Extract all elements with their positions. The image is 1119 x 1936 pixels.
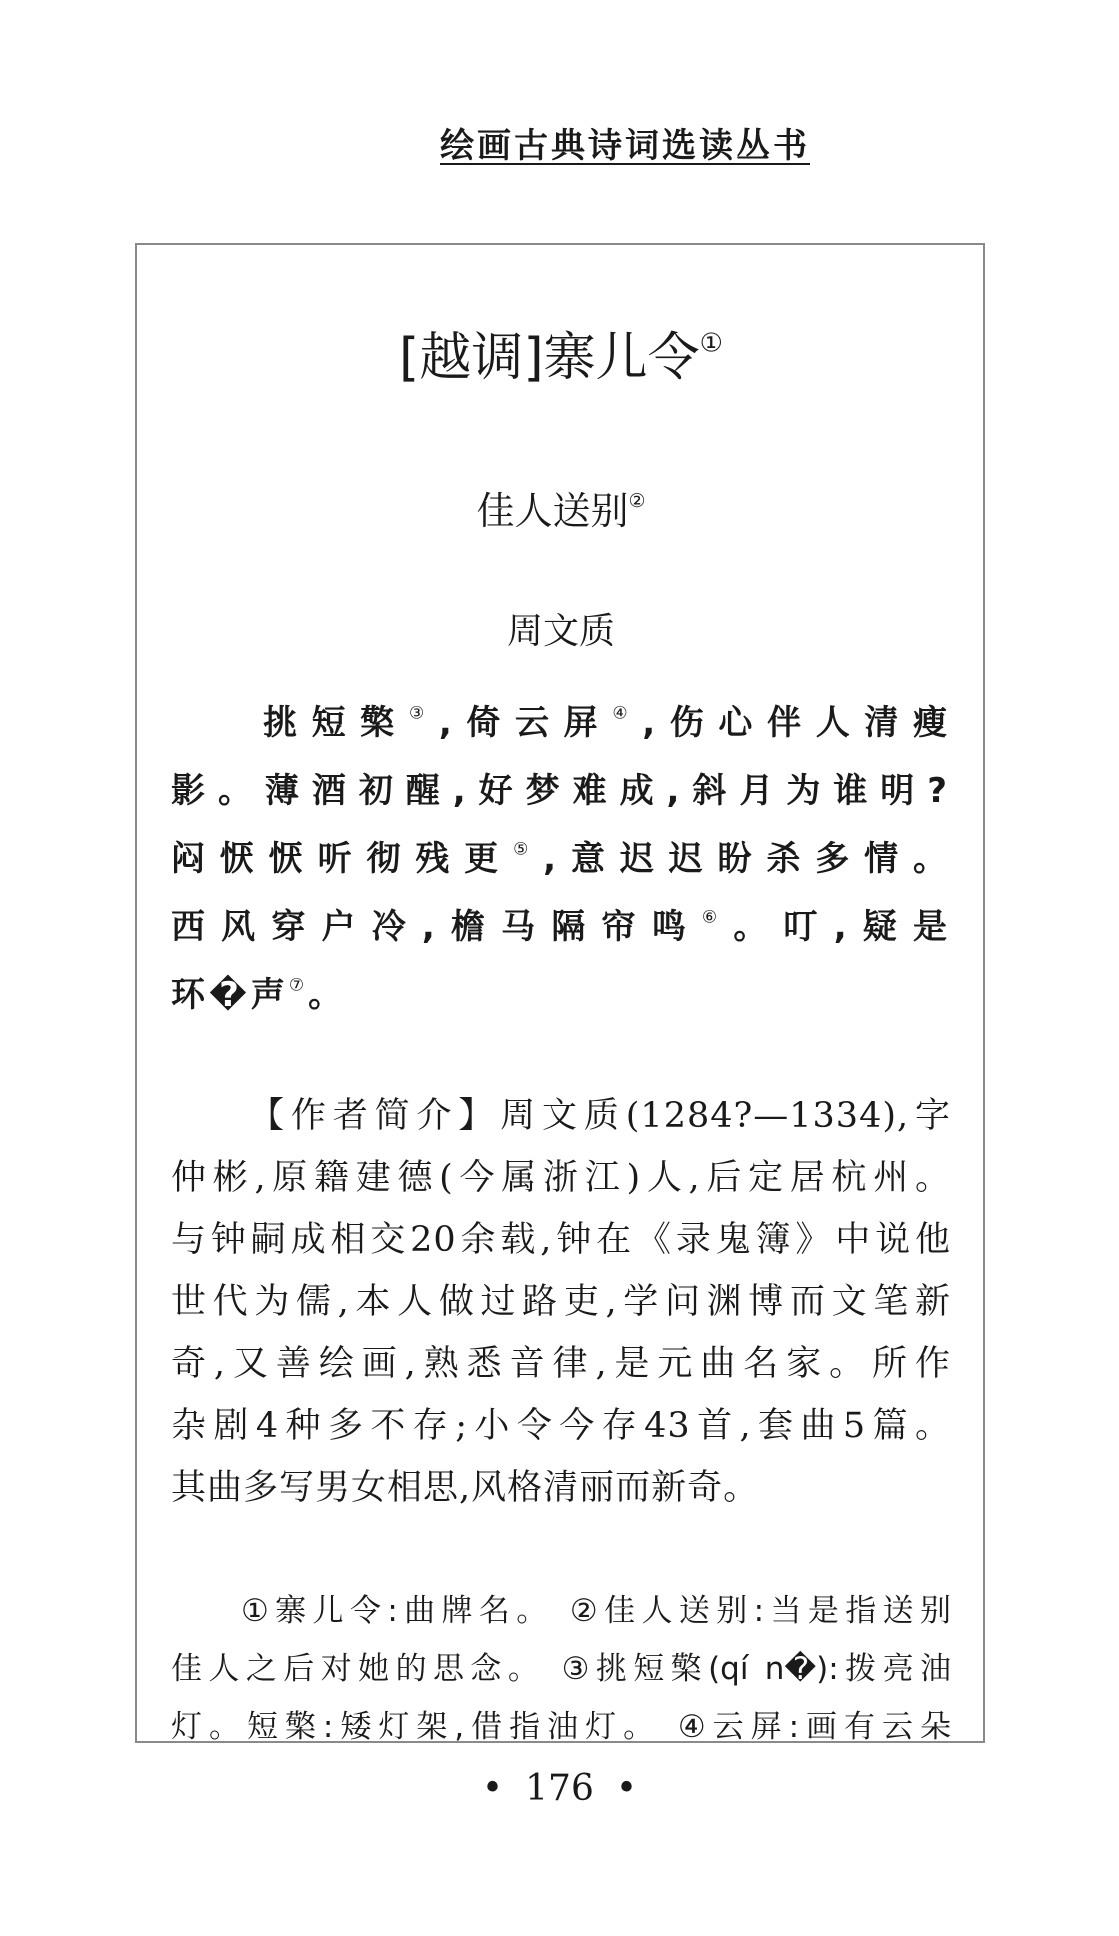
bio-line: 世代为儒,本人做过路吏,学问渊博而文笔新 bbox=[171, 1282, 951, 1322]
bullet-dot: • bbox=[615, 1768, 638, 1809]
poem-text-segment: ,意迟迟盼杀多情。 bbox=[543, 839, 952, 879]
poem-text-segment: ,伤心伴人清瘦 bbox=[642, 703, 951, 743]
poem-line bbox=[171, 831, 951, 899]
bio-line: 【作者简介】周文质(1284?—1334),字 bbox=[249, 1096, 951, 1136]
bio-line: 其曲多写男女相思,风格清丽而新奇。 bbox=[171, 1468, 760, 1508]
footnote-line: ①寨儿令:曲牌名。 ②佳人送别:当是指送别 bbox=[241, 1593, 951, 1629]
footnote-line: 佳人之后对她的思念。 ③挑短檠(qí n�):拨亮油 bbox=[171, 1651, 951, 1687]
poem-text-segment: ,倚云屏 bbox=[438, 703, 613, 743]
footnote-mark: ⑤ bbox=[513, 839, 544, 860]
footnote-mark: ② bbox=[628, 489, 646, 512]
footnote-mark: ⑦ bbox=[288, 975, 309, 996]
poem-text-segment: 闷恹恹听彻残更 bbox=[171, 839, 514, 879]
poem-text-segment: 影。薄酒初醒,好梦难成,斜月为谁明? bbox=[171, 771, 951, 811]
bio-line: 奇,又善绘画,熟悉音律,是元曲名家。所作 bbox=[171, 1344, 951, 1384]
page-number bbox=[0, 1768, 1119, 1809]
poem-text-segment: 。 bbox=[308, 975, 347, 1015]
piece-subtitle-text: 佳人送别 bbox=[476, 489, 629, 533]
piece-author: 周文质 bbox=[506, 611, 615, 652]
series-title: 绘画古典诗词选读丛书 bbox=[440, 126, 810, 166]
piece-title bbox=[171, 315, 951, 390]
bio-line: 与钟嗣成相交20余载,钟在《录鬼簿》中说他 bbox=[171, 1220, 951, 1260]
poem-line bbox=[171, 967, 951, 1035]
poem-line bbox=[171, 763, 951, 831]
poem-text-segment: 西风穿户冷,檐马隔帘鸣 bbox=[171, 907, 702, 947]
bio-line: 仲彬,原籍建德(今属浙江)人,后定居杭州。 bbox=[171, 1158, 951, 1198]
footnote-mark: ⑥ bbox=[701, 907, 734, 928]
poem-text-segment: 挑短檠 bbox=[263, 703, 409, 743]
footnote-mark: ① bbox=[699, 328, 723, 359]
poem-line bbox=[171, 695, 951, 763]
piece-title-text: [越调]寨儿令 bbox=[399, 328, 700, 388]
footnote-mark: ④ bbox=[612, 703, 643, 724]
page-frame bbox=[135, 243, 985, 1743]
footnote-line: 灯。短檠:矮灯架,借指油灯。 ④云屏:画有云朵 bbox=[171, 1709, 951, 1743]
footnote-mark: ③ bbox=[408, 703, 439, 724]
poem-text bbox=[171, 695, 951, 1035]
bio-line: 杂剧4种多不存;小令今存43首,套曲5篇。 bbox=[171, 1406, 951, 1446]
poem-text-segment: 环�声 bbox=[171, 975, 289, 1015]
piece-subtitle bbox=[171, 480, 951, 535]
footnotes bbox=[171, 1585, 951, 1743]
bullet-dot: • bbox=[481, 1768, 504, 1809]
poem-text-segment: 。叮,疑是 bbox=[733, 907, 951, 947]
author-bio bbox=[171, 1088, 951, 1522]
poem-line bbox=[171, 899, 951, 967]
page-number-text: 176 bbox=[525, 1768, 594, 1809]
